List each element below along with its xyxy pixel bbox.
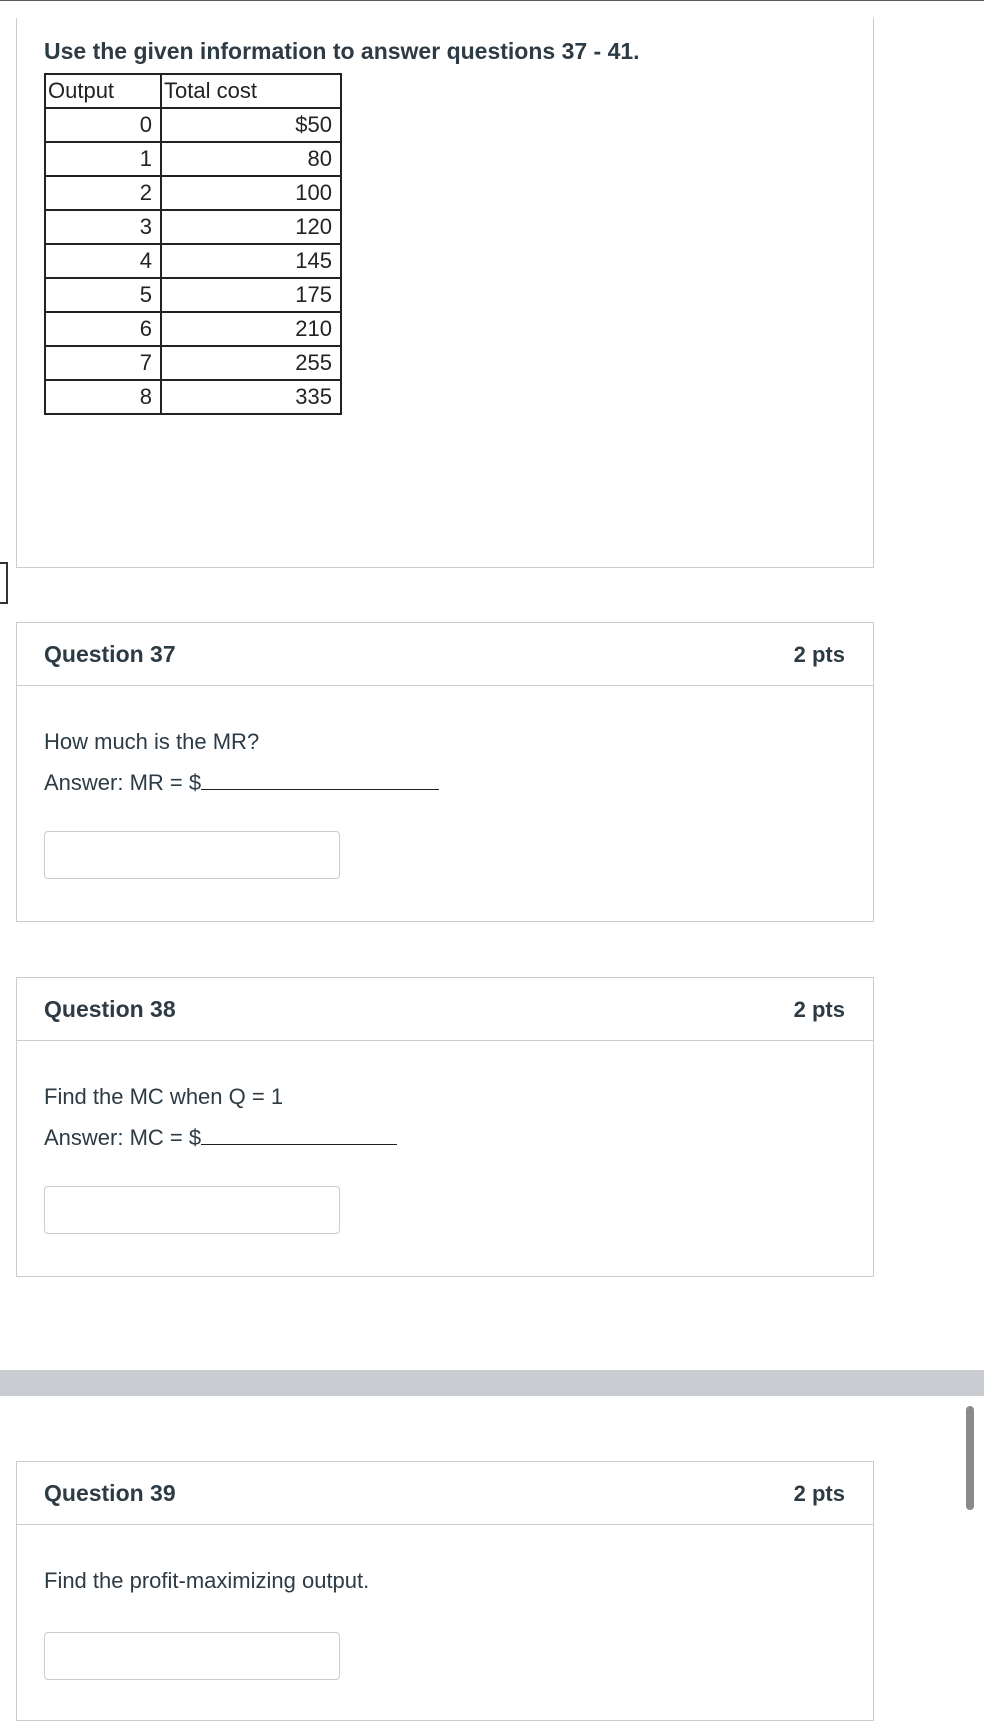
question-39-text: Find the profit-maximizing output.	[44, 1568, 370, 1593]
answer-blank-line	[201, 1122, 397, 1145]
table-header-row	[45, 74, 341, 108]
cost-cell: 175	[161, 278, 341, 312]
output-cell: 0	[45, 108, 161, 142]
output-cell: 2	[45, 176, 161, 210]
question-38-answer-input[interactable]	[44, 1186, 340, 1234]
output-cell: 6	[45, 312, 161, 346]
cost-cell: 145	[161, 244, 341, 278]
top-divider	[0, 0, 984, 1]
table-row	[45, 244, 341, 278]
table-row	[45, 176, 341, 210]
table-row	[45, 380, 341, 414]
cost-cell: 335	[161, 380, 341, 414]
scrollbar-thumb[interactable]	[966, 1406, 974, 1510]
question-37-points: 2 pts	[793, 642, 845, 667]
info-panel	[16, 18, 874, 568]
question-37-text: How much is the MR?	[44, 729, 260, 754]
answer-blank-line	[201, 767, 439, 790]
output-cell: 5	[45, 278, 161, 312]
output-cell: 7	[45, 346, 161, 380]
question-37-answer-line	[44, 767, 439, 796]
question-37-answer-prefix: Answer: MR = $	[44, 770, 202, 795]
cost-cell: 100	[161, 176, 341, 210]
cost-cell: 210	[161, 312, 341, 346]
table-row	[45, 108, 341, 142]
question-38-header	[17, 978, 873, 1041]
header-output: Output	[45, 74, 161, 108]
question-39-card	[16, 1461, 874, 1721]
question-38-points: 2 pts	[793, 997, 845, 1022]
table-row	[45, 346, 341, 380]
question-37-card	[16, 622, 874, 922]
page-break-band	[0, 1370, 984, 1396]
question-38-text: Find the MC when Q = 1	[44, 1084, 284, 1109]
side-handle[interactable]	[0, 562, 8, 604]
question-37-title: Question 37	[44, 641, 176, 667]
question-39-answer-input[interactable]	[44, 1632, 340, 1680]
cost-cell: $50	[161, 108, 341, 142]
output-cell: 4	[45, 244, 161, 278]
output-cell: 8	[45, 380, 161, 414]
question-38-title: Question 38	[44, 996, 176, 1022]
question-38-answer-prefix: Answer: MC = $	[44, 1125, 202, 1150]
output-cell: 3	[45, 210, 161, 244]
question-37-answer-input[interactable]	[44, 831, 340, 879]
table-row	[45, 142, 341, 176]
table-row	[45, 312, 341, 346]
table-row	[45, 210, 341, 244]
question-38-card	[16, 977, 874, 1277]
cost-cell: 120	[161, 210, 341, 244]
cost-table	[44, 73, 342, 415]
cost-cell: 80	[161, 142, 341, 176]
info-title: Use the given information to answer questions 37 - 41.	[44, 38, 640, 64]
question-39-title: Question 39	[44, 1480, 176, 1506]
question-39-points: 2 pts	[793, 1481, 845, 1506]
question-38-answer-line	[44, 1122, 397, 1151]
cost-cell: 255	[161, 346, 341, 380]
output-cell: 1	[45, 142, 161, 176]
question-37-header	[17, 623, 873, 686]
header-total-cost: Total cost	[161, 74, 341, 108]
table-row	[45, 278, 341, 312]
question-39-header	[17, 1462, 873, 1525]
